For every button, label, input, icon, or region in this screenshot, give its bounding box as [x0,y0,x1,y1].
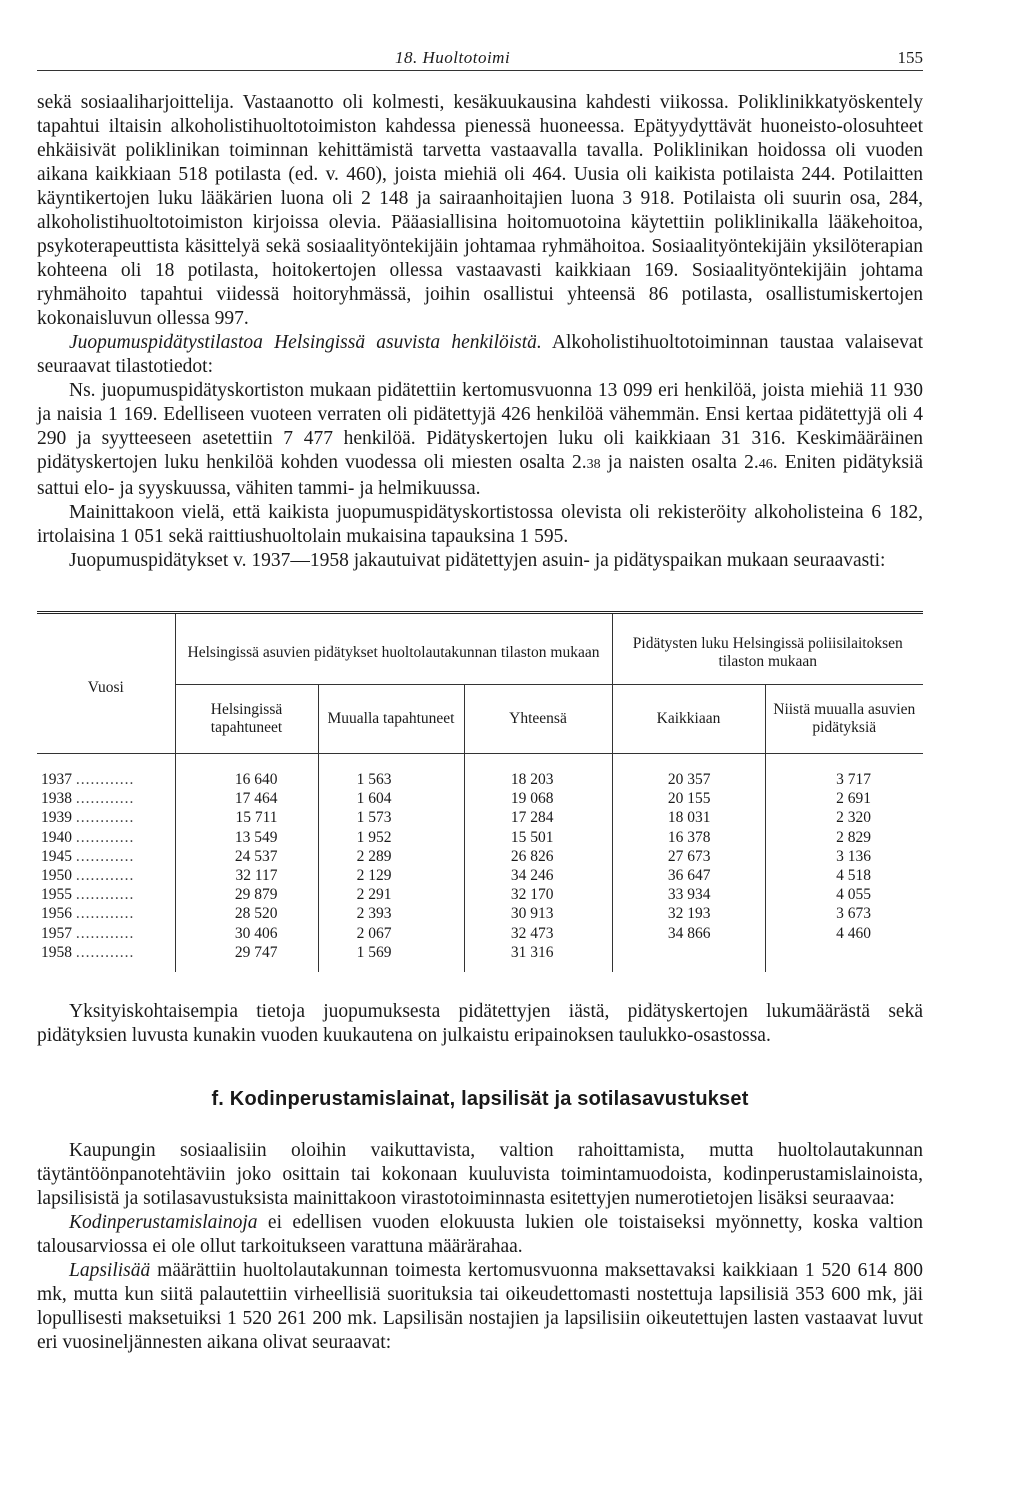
row-year [37,754,175,790]
running-head [37,40,923,71]
year-header: Vuosi [37,613,175,754]
cell-total: 19 068 [464,789,612,808]
leader-dots: ............ [75,943,135,961]
cell-elsewhere: 1 604 [318,789,464,808]
cell-total: 30 913 [464,904,612,923]
cell-others: 2 320 [765,808,923,827]
section-f-paragraph-2 [37,1211,923,1259]
cell-others: 4 055 [765,885,923,904]
year-value: 1945 [41,847,72,865]
intoxication-heading: Juopumuspidätystilastoa Helsingissä asuvista henkilöistä. [69,332,542,353]
year-value: 1957 [41,924,72,942]
row-year [37,885,175,904]
registry-paragraph: Mainittakoon vielä, että kaikista juopumuspidätyskortistossa olevista oli rekisteröity alkoholisteina 6 182, irtolaisina 1 051 sekä raittiushuoltolain mukaisina tapauksina 1 595. [37,502,923,547]
cell-helsinki: 29 747 [175,943,318,972]
section-f-paragraph-3 [37,1259,923,1355]
cell-helsinki: 16 640 [175,754,318,790]
table-row [37,866,923,885]
year-value: 1950 [41,867,72,885]
arrest-stats-paragraph [37,379,923,501]
row-year [37,943,175,972]
table-row [37,924,923,943]
section-f-paragraph-1: Kaupungin sosiaalisiin oloihin vaikuttavista, valtion rahoittamista, mutta huoltolautakunnan täytäntöönpanotehtäviin joko osittain tai kokonaan kuuluvista toimintamuodoista, kodinperustamislainoista, lapsilisistä ja sotilasavustuksista mainittakoon virastotoiminnasta esitettyjen numerotietojen lisäksi seuraavaa: [37,1140,923,1210]
leader-dots: ............ [75,771,135,788]
cell-total: 15 501 [464,828,612,847]
leader-dots: ............ [75,847,135,865]
cell-total: 32 170 [464,885,612,904]
cell-elsewhere: 2 291 [318,885,464,904]
cell-others: 4 460 [765,924,923,943]
table-row [37,789,923,808]
row-year [37,789,175,808]
leader-dots: ............ [75,809,135,827]
cell-helsinki: 28 520 [175,904,318,923]
cell-helsinki: 29 879 [175,885,318,904]
cell-elsewhere: 2 067 [318,924,464,943]
leader-dots: ............ [75,790,135,808]
cell-all: 20 357 [612,754,765,790]
cell-all: 32 193 [612,904,765,923]
leader-dots: ............ [75,867,135,885]
running-head-title: 18. Huoltotoimi [395,48,511,67]
child-allowance-term: Lapsilisää [69,1260,151,1282]
cell-total: 34 246 [464,866,612,885]
year-value: 1940 [41,828,72,846]
group-header-police: Pidätysten luku Helsingissä poliisilaitoksen tilaston mukaan [612,613,923,685]
cell-total: 26 826 [464,847,612,866]
cell-helsinki: 24 537 [175,847,318,866]
table-body [37,754,923,973]
cell-others: 3 673 [765,904,923,923]
arrest-stats-text: Ns. juopumuspidätyskortiston mukaan pidätettiin kertomusvuonna 13 099 eri henkilöä, joista miehiä 11 930 ja naisia 1 169. Edelliseen vuoteen verraten oli pidätettyjä 426 henkilöä vähemmän. Ensi kertaa pidätettyjä oli 4 290 ja syytteeseen asetettiin 7 477 henkilöä. Pidätyskertojen luku oli kaikkiaan 31 316. Keskimääräinen pidätyskertojen luku henkilöä kohden vuodessa oli miesten osalta 2. [37,380,923,473]
arrest-stats-text-mid: ja naisten osalta 2. [600,452,759,473]
year-value: 1956 [41,905,72,923]
clinic-paragraph: sekä sosiaaliharjoittelija. Vastaanotto oli kolmesti, kesäkuukausina kahdesti viikossa. Poliklinikkatyöskentely tapahtui iltaisin alkoholistihuoltotoimiston kahdessa pienessä huoneessa. Epätyydyttävät huoneisto-olosuhteet ehkäisivät poliklinikan toiminnan kehittämistä tarvetta vastaavalla tavalla. Poliklinikan hoidossa oli vuoden aikana kaikkiaan 518 potilasta (ed. v. 460), joista miehiä oli 464. Uusia oli kaikista potilaista 244. Potilaitten käyntikertojen luku lääkärien luona oli 2 148 ja sairaanhoitajien luona 3 918. Potilaista oli suurin osa, 284, alkoholistihuoltotoimiston kirjoissa olevia. Pääasiallisina hoitomuotoina käytettiin poliklinikalla lääkehoitoa, psykoterapeuttista käsittelyä sekä sosiaalityöntekijäin johtamaa ryhmähoitoa. Sosiaalityöntekijäin yksilöterapian kohteena oli 18 potilasta, hoitokertojen ollessa vastaavasti kaikkiaan 169. Sosiaalityöntekijäin johtama ryhmähoito tapahtui viidessä hoitoryhmässä, joihin osallistui yhteensä 86 potilasta, osallistumiskertojen kokonaisluvun ollessa 997. [37,92,923,329]
cell-elsewhere: 1 563 [318,754,464,790]
row-year [37,828,175,847]
table-row [37,808,923,827]
cell-all: 36 647 [612,866,765,885]
cell-total: 17 284 [464,808,612,827]
cell-others [765,943,923,972]
table-row [37,885,923,904]
cell-elsewhere: 1 952 [318,828,464,847]
cell-all: 34 866 [612,924,765,943]
col-header-helsinki: Helsingissä tapahtuneet [175,685,318,754]
arrest-table [37,611,923,972]
intoxication-intro-paragraph [37,331,923,379]
table-row [37,754,923,790]
row-year [37,808,175,827]
leader-dots: ............ [75,828,135,846]
arrest-table-wrap [37,611,923,972]
cell-total: 31 316 [464,943,612,972]
cell-all: 33 934 [612,885,765,904]
cell-helsinki: 15 711 [175,808,318,827]
cell-helsinki: 32 117 [175,866,318,885]
row-year [37,924,175,943]
cell-others: 2 691 [765,789,923,808]
cell-others: 4 518 [765,866,923,885]
row-year [37,847,175,866]
year-value: 1939 [41,809,72,827]
arrest-stats-women-decimals: 46 [758,457,773,472]
document-page [37,40,923,1355]
arrest-stats-text-end: . Eniten pidätyksiä sattui elo- ja syyskuussa, vähiten tammi- ja helmikuussa. [37,452,923,499]
leader-dots: ............ [75,924,135,942]
row-year [37,904,175,923]
cell-others: 3 717 [765,754,923,790]
cell-all: 16 378 [612,828,765,847]
cell-helsinki: 30 406 [175,924,318,943]
intoxication-heading-rest: Alkoholistihuoltotoiminnan taustaa valaisevat seuraavat tilastotiedot: [37,332,923,377]
table-row [37,904,923,923]
table-intro-paragraph: Juopumuspidätykset v. 1937—1958 jakautuivat pidätettyjen asuin- ja pidätyspaikan mukaan seuraavasti: [69,550,886,571]
cell-all: 20 155 [612,789,765,808]
cell-all: 18 031 [612,808,765,827]
cell-helsinki: 17 464 [175,789,318,808]
leader-dots: ............ [75,905,135,923]
col-header-all: Kaikkiaan [612,685,765,754]
cell-others: 3 136 [765,847,923,866]
table-row [37,943,923,972]
table-row [37,828,923,847]
cell-total: 32 473 [464,924,612,943]
table-row [37,847,923,866]
group-header-board: Helsingissä asuvien pidätykset huoltolautakunnan tilaston mukaan [175,613,612,685]
year-value: 1937 [41,771,72,788]
section-heading: f. Kodinperustamislainat, lapsilisät ja sotilasavustukset [211,1088,749,1111]
cell-others: 2 829 [765,828,923,847]
year-value: 1958 [41,943,72,961]
cell-elsewhere: 1 569 [318,943,464,972]
child-allowance-text: määrättiin huoltolautakunnan toimesta kertomusvuonna maksettavaksi kaikkiaan 1 520 614 800 mk, mutta kun siitä palautettiin virheellisiä suorituksia tai oikeudettomasti nostettuja lapsilisiä 353 600 mk, jäi lopullisesti maksetuiksi 1 520 261 200 mk. Lapsilisän nostajien ja lapsilisiin oikeutettujen lasten vastaavat luvut eri vuosineljännesten aikana olivat seuraavat: [37,1260,923,1354]
cell-elsewhere: 2 289 [318,847,464,866]
cell-elsewhere: 1 573 [318,808,464,827]
post-table-paragraph: Yksityiskohtaisempia tietoja juopumuksesta pidätettyjen iästä, pidätyskertojen lukumäärästä sekä pidätyksien luvusta kunakin vuoden kuukautena on julkaistu eripainoksen taulukko-osastossa. [37,1001,923,1047]
col-header-total: Yhteensä [464,685,612,754]
cell-total: 18 203 [464,754,612,790]
cell-all [612,943,765,972]
page-number: 155 [897,48,923,67]
arrest-stats-men-decimals: 38 [586,457,601,472]
year-value: 1955 [41,886,72,904]
row-year [37,866,175,885]
col-header-others: Niistä muualla asuvien pidätyksiä [765,685,923,754]
leader-dots: ............ [75,886,135,904]
col-header-elsewhere: Muualla tapahtuneet [318,685,464,754]
cell-elsewhere: 2 393 [318,904,464,923]
cell-helsinki: 13 549 [175,828,318,847]
loans-text: ei edellisen vuoden elokuusta lukien ole toistaiseksi myönnetty, koska valtion talousarviossa ei ole ollut tarkoitukseen varattuna määrärahaa. [37,1212,923,1258]
cell-elsewhere: 2 129 [318,866,464,885]
year-value: 1938 [41,790,72,808]
cell-all: 27 673 [612,847,765,866]
loans-term: Kodinperustamislainoja [69,1212,258,1234]
